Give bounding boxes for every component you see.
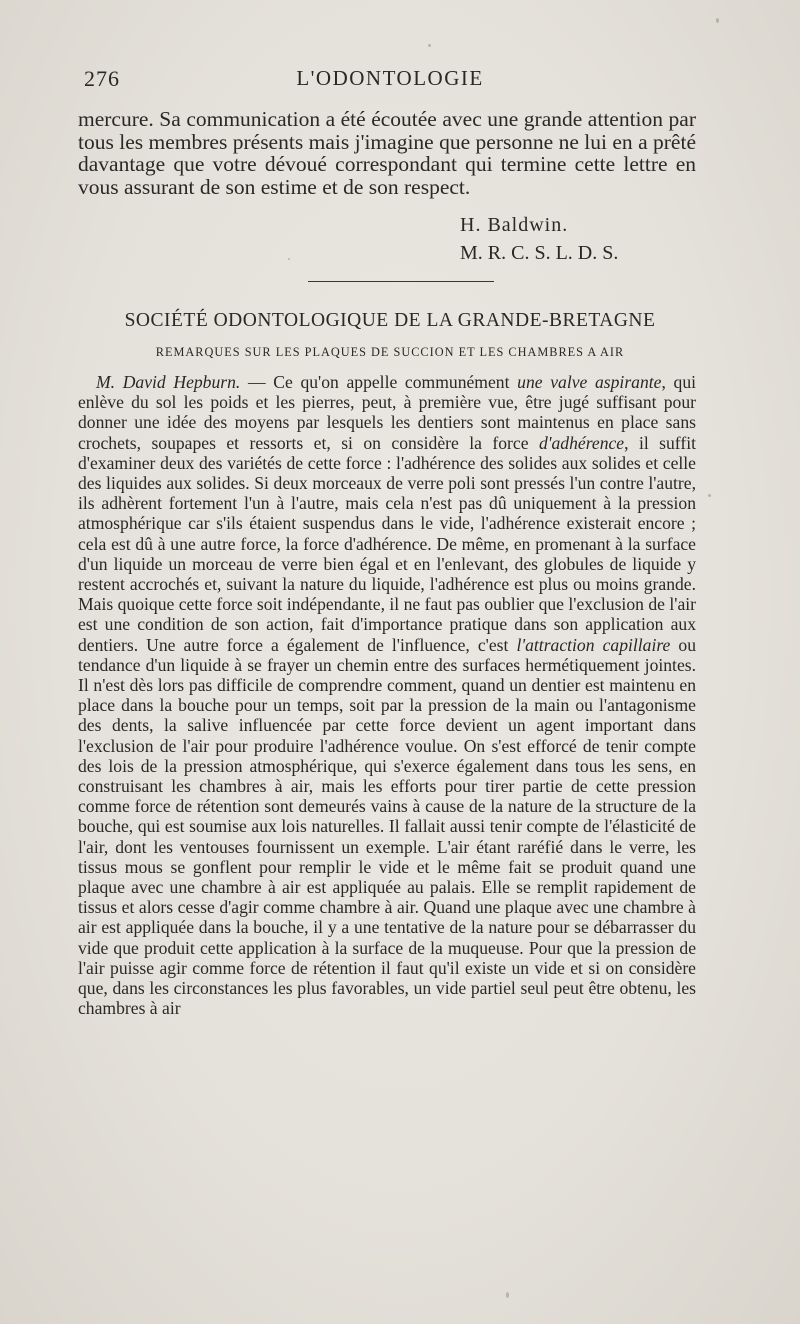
- article-text-part-3: , il suffit d'examiner deux des variétés de cette force : l'adhérence des solides aux solides et celle des liquides aux solides. Si deux morceaux de verre poli sont pressés l'un contre l'autre, ils adhèrent fortement l'un à l'autre, mais cela n'est pas dû uniquement à la pression atmosphérique car s'ils étaient suspendus dans le vide, l'adhérence existerait encore ; cela est dû à une autre force, la force d'adhérence. De même, en promenant à la surface d'un liquide un morceau de verre bien égal et en l'enlevant, des globules de liquide y restent accrochés et, suivant la nature du liquide, l'adhérence est plus ou moins grande. Mais quoique cette force soit indépendante, il ne faut pas oublier que l'exclusion de l'air est une condition de son action, fait d'importance pratique dans son application aux dentiers. Une autre force a également de l'influence, c'est: [78, 432, 696, 655]
- article-text-part-1: — Ce qu'on appelle communément: [240, 372, 518, 392]
- term-attraction-capillaire: l'attraction capillaire: [516, 634, 671, 655]
- letter-closing-paragraph: mercure. Sa communication a été écoutée avec une grande attention par tous les membres présents mais j'imagine que personne ne lui en a prêté davantage que votre dévoué correspondant qui termine cette lettre en vous assurant de son estime et de son respect.: [78, 107, 696, 199]
- page-number: 276: [84, 66, 120, 91]
- paper-speck: [506, 1292, 509, 1298]
- term-valve-aspirante: une valve aspirante: [517, 372, 662, 392]
- page-header: [80, 66, 700, 96]
- paper-speck: [428, 44, 431, 47]
- section-divider: [308, 281, 494, 282]
- paper-speck: [708, 494, 711, 497]
- paper-speck: [716, 18, 719, 23]
- article-text-part-2: , qui enlève du sol les poids et les pierres, peut, à première vue, être jugé suffisant pour donner une idée des moyens par lesquels les dentiers sont maintenus en place sans crochets, soupapes et ressorts et, si on considère la force: [78, 372, 697, 453]
- letter-signature: [460, 211, 700, 267]
- running-title: L'ODONTOLOGIE: [296, 66, 484, 90]
- paper-speck: [288, 258, 290, 260]
- term-adherence: d'adhérence: [538, 432, 625, 453]
- signature-name: H. Baldwin.: [460, 214, 569, 236]
- signature-credentials: M. R. C. S. L. D. S.: [460, 242, 619, 264]
- article-text-part-4: ou tendance d'un liquide à se frayer un chemin entre des surfaces hermétiquement jointes. Il n'est dès lors pas difficile de comprendre comment, quand un dentier est maintenu en place dans la bouche pour un temps, soit par la pression de la main ou l'antagonisme des dents, la salive influencée par cette force devient un agent important dans l'exclusion de l'air pour produire l'adhérence voulue. On s'est efforcé de tenir compte des lois de la pression atmosphérique, qui s'exerce également dans tous les sens, en construisant les chambres à air, mais les efforts pour tirer partie de cette pression comme force de rétention sont demeurés vains à cause de la nature de la structure de la bouche, qui est soumise aux lois naturelles. Il fallait aussi tenir compte de l'élasticité de l'air, dont les ventouses fournissent un exemple. L'air étant raréfié dans le verre, les tissus mous se gonflent pour remplir le vide et le même fait se produit quand une plaque avec une chambre à air est appliquée au palais. Elle se remplit rapidement de tissus et alors cesse d'agir comme chambre à air. Quand une plaque avec une chambre à air est appliquée dans la bouche, il y a une tentative de la nature pour se débarrasser du vide que produit cette application à la surface de la muqueuse. Pour que la pression de l'air puisse agir comme force de rétention il faut qu'il existe un vide et si on considère que, dans les circonstances les plus favorables, un vide partiel seul peut être obtenu, les chambres à air: [78, 634, 697, 1019]
- section-subtitle: REMARQUES SUR LES PLAQUES DE SUCCION ET LES CHAMBRES A AIR: [155, 345, 625, 359]
- article-paragraph: [78, 372, 696, 1019]
- section-title: SOCIÉTÉ ODONTOLOGIQUE DE LA GRANDE-BRETAGNE: [124, 310, 656, 331]
- article-author: M. David Hepburn.: [96, 372, 241, 392]
